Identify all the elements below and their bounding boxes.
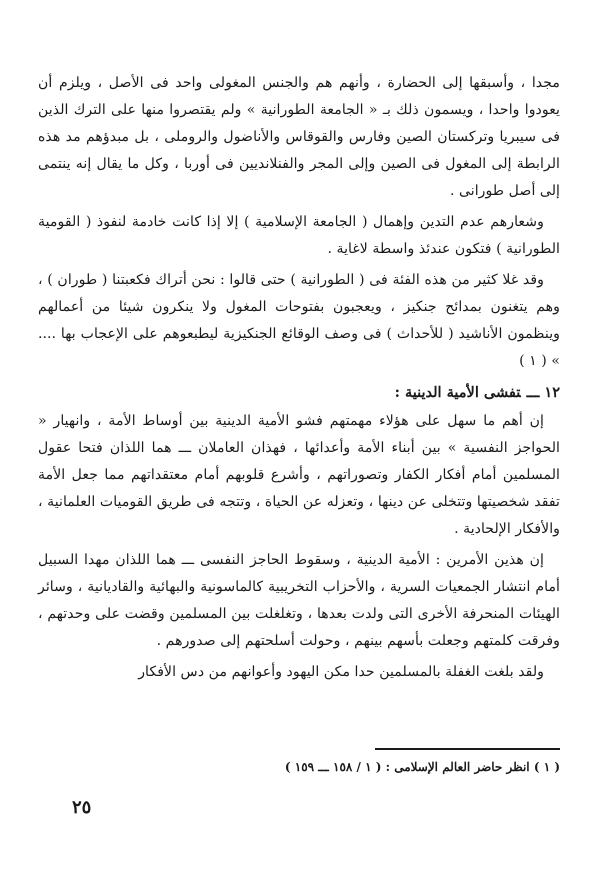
paragraph-2: وشعارهم عدم التدين وإهمال ( الجامعة الإسلامية ) إلا إذا كانت خادمة لنفوذ ( القومية الطورانية ) فتكون عندئذ واسطة لاغاية .: [38, 214, 560, 257]
paragraph-3: وقد غلا كثير من هذه الفئة فى ( الطورانية ) حتى قالوا : نحن أتراك فكعبتنا ( طوران ) ، وهم يتغنون بمدائح جنكيز ، ويعجبون بفتوحات المغول ولا ينكرون شيئا من أعمالهم وينظمون الأناشيد ( للأحداث ) فى وصف الوقائع الجنكيزية ليطبعوهم على الإعجاب بها .... » ( ١ ): [38, 272, 560, 369]
paragraph-4: إن أهم ما سهل على هؤلاء مهمتهم فشو الأمية الدينية بين أوساط الأمة ، وانهيار « الحواجز النفسية » بين أبناء الأمة وأعدائها ، فهذان العاملان ـــ هما اللذان فتحا عقول المسلمين أمام أفكار الكفار وتصوراتهم ، وأشرع قلوبهم أمام معتقداتهم مما جعل الأمة تفقد شخصيتها وتتخلى عن دينها ، وتعزله عن الحياة ، وتتجه فى طريق القوميات العلمانية ، والأفكار الإلحادية .: [38, 413, 560, 537]
paragraph-1: مجدا ، وأسبقها إلى الحضارة ، وأنهم هم والجنس المغولى واحد فى الأصل ، ويلزم أن يعودوا واحدا ، ويسمون ذلك بـ « الجامعة الطورانية » ولم يقتصروا منها على الترك الذين فى سيبريا وتركستان الصين وفارس والقوقاس والأناضول والروملى ، بل مبدؤهم مد هذه الرابطة إلى المغول فى الصين وإلى المجر والفنلانديين فى أوربا ، وكل ما يقال إنه ينتمى إلى أصل طورانى .: [38, 75, 560, 199]
section-heading: [38, 379, 560, 406]
page-body: [38, 70, 560, 690]
footnote-divider: [375, 748, 560, 750]
page-number: ٢٥: [72, 797, 92, 818]
paragraph-5: إن هذين الأمرين : الأمية الدينية ، وسقوط الحاجز النفسى ـــ هما اللذان مهدا السبيل أمام انتشار الجمعيات السرية ، والأحزاب التخريبية كالماسونية والبهائية والقاديانية ، وسائر الهيئات المنحرفة الأخرى التى ولدت بعدها ، وتغلغلت بين المسلمين وقضت على وحدتهم ، وفرقت كلمتهم وجعلت بأسهم بينهم ، وحولت أسلحتهم إلى صدورهم .: [38, 552, 560, 649]
footnote: ( ١ ) انظر حاضر العالم الإسلامى : ( ١ / ١٥٨ ـــ ١٥٩ ): [284, 760, 560, 774]
section-number: ١٢ ـــ: [526, 384, 560, 401]
section-title: تفشى الأمية الدينية :: [394, 384, 521, 401]
paragraph-6: ولقد بلغت الغفلة بالمسلمين حدا مكن اليهود وأعوانهم من دس الأفكار: [138, 664, 544, 680]
